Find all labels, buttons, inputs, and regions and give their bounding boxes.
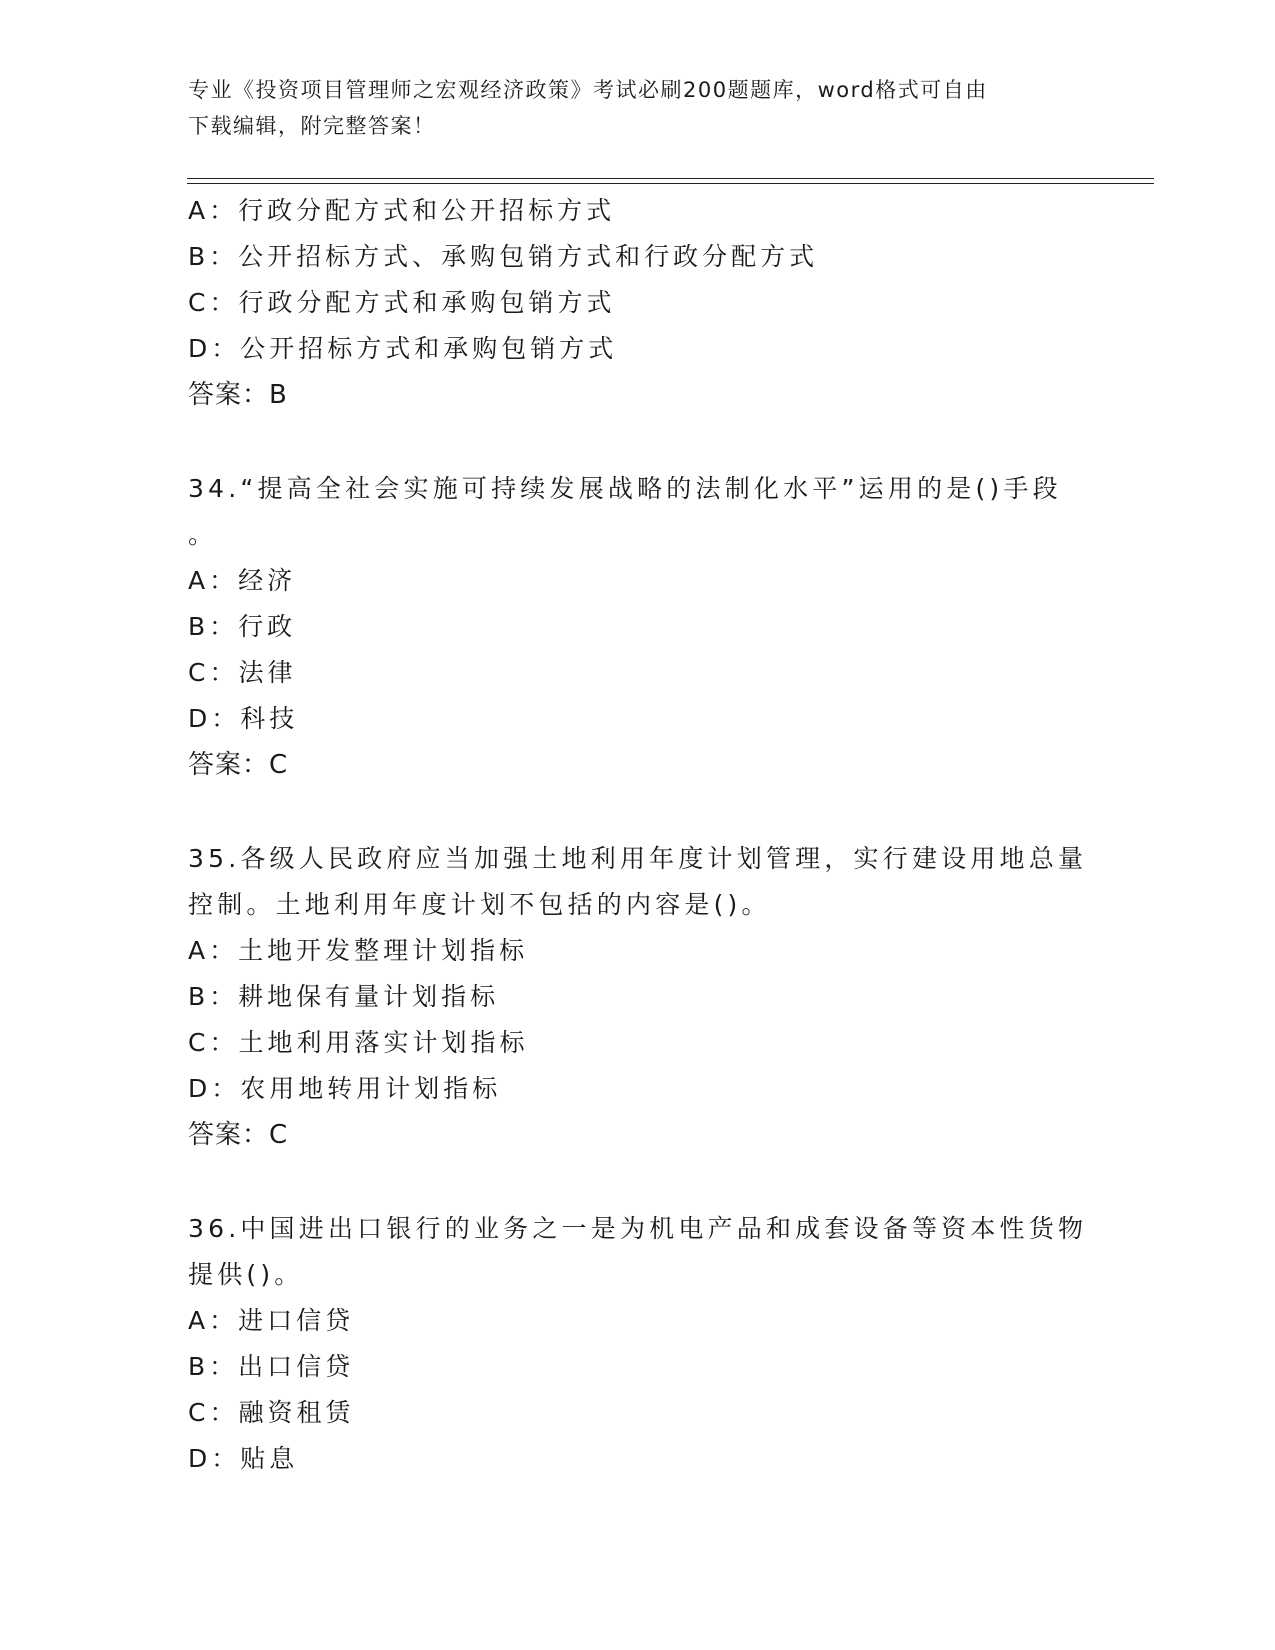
question-text [188,466,1088,558]
answer-line: 答案：C [188,750,289,780]
option-d: D：贴息 [188,1444,299,1473]
question-line-1: 36.中国进出口银行的业务之一是为机电产品和成套设备等资本性货物 [188,1214,1088,1243]
header-line-2: 下载编辑，附完整答案！ [188,114,436,138]
answer-line: 答案：C [188,1120,289,1150]
question-line-2: 。 [188,520,218,549]
header-rule-bottom [187,183,1154,184]
option-a: A：土地开发整理计划指标 [188,936,529,965]
question-block-34 [188,466,1088,788]
header-line-1: 专业《投资项目管理师之宏观经济政策》考试必刷200题题库，word格式可自由 [188,78,988,102]
option-d: D：科技 [188,704,299,733]
question-block-35 [188,836,1088,1158]
question-text [188,1206,1088,1298]
question-line-1: 34.“提高全社会实施可持续发展战略的法制化水平”运用的是()手段 [188,474,1062,503]
question-list [188,188,1088,1482]
option-a: A：行政分配方式和公开招标方式 [188,196,616,225]
option-b: B：公开招标方式、承购包销方式和行政分配方式 [188,242,819,271]
question-line-2: 控制。土地利用年度计划不包括的内容是()。 [188,890,771,919]
option-d: D：公开招标方式和承购包销方式 [188,334,618,363]
option-b: B：出口信贷 [188,1352,355,1381]
option-b: B：行政 [188,612,297,641]
document-header [188,72,1078,144]
option-d: D：农用地转用计划指标 [188,1074,502,1103]
question-block-36 [188,1206,1088,1482]
option-c: C：法律 [188,658,297,687]
option-c: C：行政分配方式和承购包销方式 [188,288,616,317]
option-a: A：经济 [188,566,297,595]
question-line-1: 35.各级人民政府应当加强土地利用年度计划管理，实行建设用地总量 [188,844,1088,873]
answer-line: 答案：B [188,380,288,410]
question-text [188,836,1088,928]
question-line-2: 提供()。 [188,1260,304,1289]
question-block-33 [188,188,1088,418]
option-b: B：耕地保有量计划指标 [188,982,500,1011]
header-rule-top [187,178,1154,179]
option-a: A：进口信贷 [188,1306,355,1335]
option-c: C：融资租赁 [188,1398,355,1427]
option-c: C：土地利用落实计划指标 [188,1028,529,1057]
